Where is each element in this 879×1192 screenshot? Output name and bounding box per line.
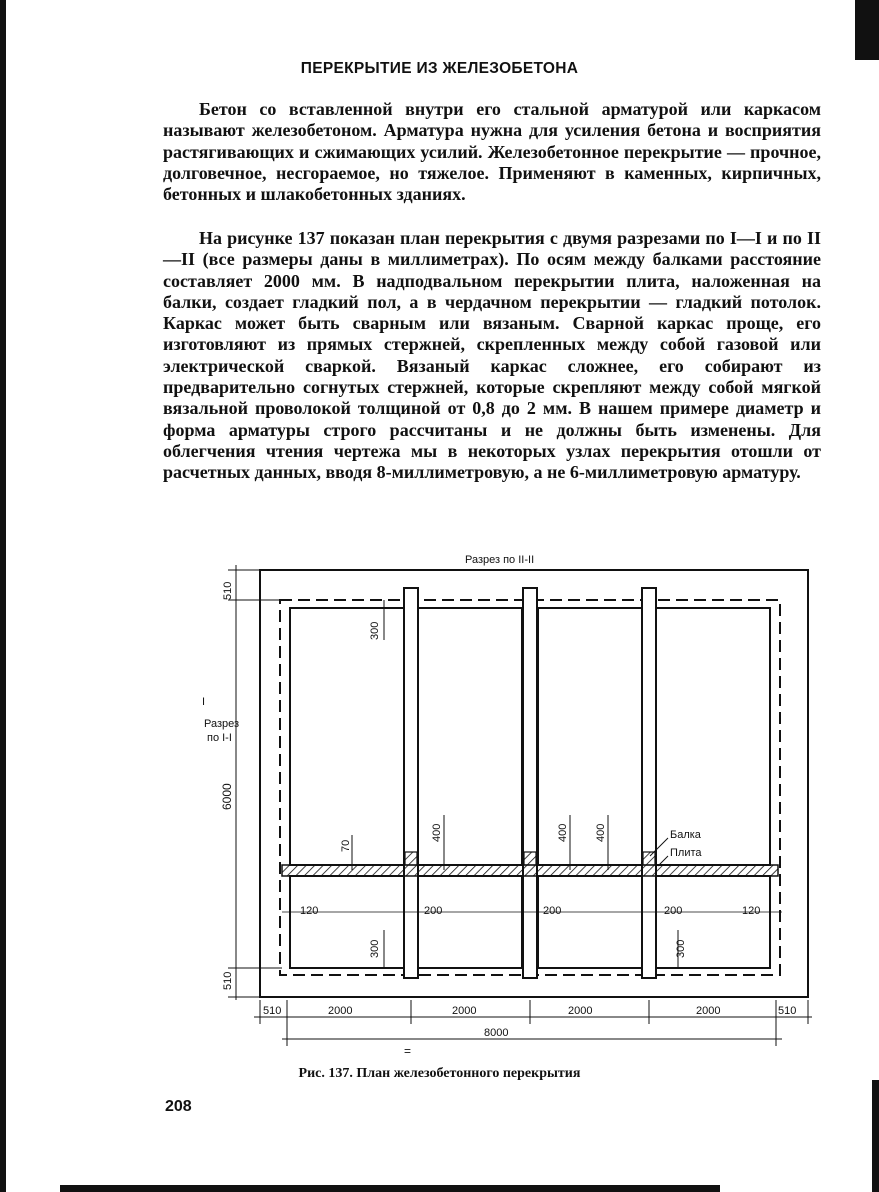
beam-3 bbox=[642, 588, 656, 978]
base-dim-2000-d: 2000 bbox=[696, 1005, 721, 1017]
dim-200-c: 200 bbox=[664, 905, 683, 917]
base-dim-8000: 8000 bbox=[484, 1027, 509, 1039]
beam-1 bbox=[404, 588, 418, 978]
base-dim-510-right: 510 bbox=[778, 1005, 797, 1017]
figure-caption: Рис. 137. План железобетонного перекрытия bbox=[298, 1066, 581, 1081]
panel-4-bottom bbox=[656, 876, 770, 968]
section-ii-label: Разрез по II-II bbox=[465, 554, 535, 566]
dim-400-c: 400 bbox=[595, 823, 607, 842]
base-dim-2000-a: 2000 bbox=[328, 1005, 353, 1017]
base-dim-2000-c: 2000 bbox=[568, 1005, 593, 1017]
dim-510-bottom: 510 bbox=[222, 971, 234, 990]
page-title: ПЕРЕКРЫТИЕ ИЗ ЖЕЛЕЗОБЕТОНА bbox=[300, 60, 579, 77]
panel-3-top bbox=[538, 608, 642, 865]
beam-label: Балка bbox=[670, 829, 701, 841]
base-dim-510-left: 510 bbox=[263, 1005, 282, 1017]
panel-1-bottom bbox=[290, 876, 404, 968]
panel-3-bottom bbox=[538, 876, 642, 968]
section-i-strip bbox=[282, 865, 778, 876]
dim-510-top: 510 bbox=[222, 581, 234, 600]
dim-400-a: 400 bbox=[431, 823, 443, 842]
dim-300-top: 300 bbox=[369, 621, 381, 640]
section-i-label-line2: по I-I bbox=[207, 732, 232, 744]
paragraph-2: На рисунке 137 показан план перекрытия с двумя разрезами по I—I и по II—II (все размеры даны в миллиметрах). По осям между балками расстояние составляет 2000 мм. В надподвальном перекрытии плита, наложенная на балки, создает гладкий пол, а в чердачном перекрытии — гладкий потолок. Каркас может быть сварным или вязаным. Сварной каркас проще, его изготовляют из прямых стержней, скрепленных между собой газовой или электрической сваркой. Вязаный каркас сложнее, его собирают из предварительно согнутых стержней, которые скрепляют между собой мягкой вязальной проволокой толщиной от 0,8 до 2 мм. В нашем примере диаметр и форма арматуры строго рассчитаны и не должны быть изменены. Для облегчения чтения чертежа мы в некоторых узлах перекрытия отошли от расчетных данных, вводя 8-миллиметровую, а не 6-миллиметровую арматуру. bbox=[163, 228, 821, 483]
dim-200-b: 200 bbox=[543, 905, 562, 917]
paragraph-1: Бетон со вставленной внутри его стальной арматурой или каркасом называют железобетоном. Арматура нужна для усиления бетона и восприятия растягивающих и сжимающих усилий. Железобетонное перекрытие — прочное, долговечное, несгораемое, но тяжелое. Применяют в каменных, кирпичных, бетонных и шлакобетонных зданиях. bbox=[163, 99, 821, 205]
dim-200-a: 200 bbox=[424, 905, 443, 917]
panel-2-bottom bbox=[418, 876, 522, 968]
beam-2 bbox=[523, 588, 537, 978]
beam-section-1 bbox=[405, 852, 417, 865]
dim-300-bottom-a: 300 bbox=[369, 939, 381, 958]
section-i-mark: I bbox=[202, 696, 206, 708]
dim-120-right: 120 bbox=[742, 905, 761, 917]
section-i-label-line1: Разрез bbox=[204, 718, 240, 730]
panel-4-top bbox=[656, 608, 770, 865]
base-dim-2000-b: 2000 bbox=[452, 1005, 477, 1017]
dim-6000: 6000 bbox=[220, 783, 234, 810]
slab-label: Плита bbox=[670, 847, 702, 859]
page-number: 208 bbox=[165, 1098, 192, 1115]
equals-mark: = bbox=[404, 1044, 412, 1058]
dim-120-left: 120 bbox=[300, 905, 319, 917]
beam-section-2 bbox=[524, 852, 536, 865]
panel-1-top bbox=[290, 608, 404, 865]
dim-300-bottom-b: 300 bbox=[675, 939, 687, 958]
dim-400-b: 400 bbox=[557, 823, 569, 842]
beam-section-3 bbox=[643, 852, 655, 865]
dim-70: 70 bbox=[340, 839, 352, 852]
